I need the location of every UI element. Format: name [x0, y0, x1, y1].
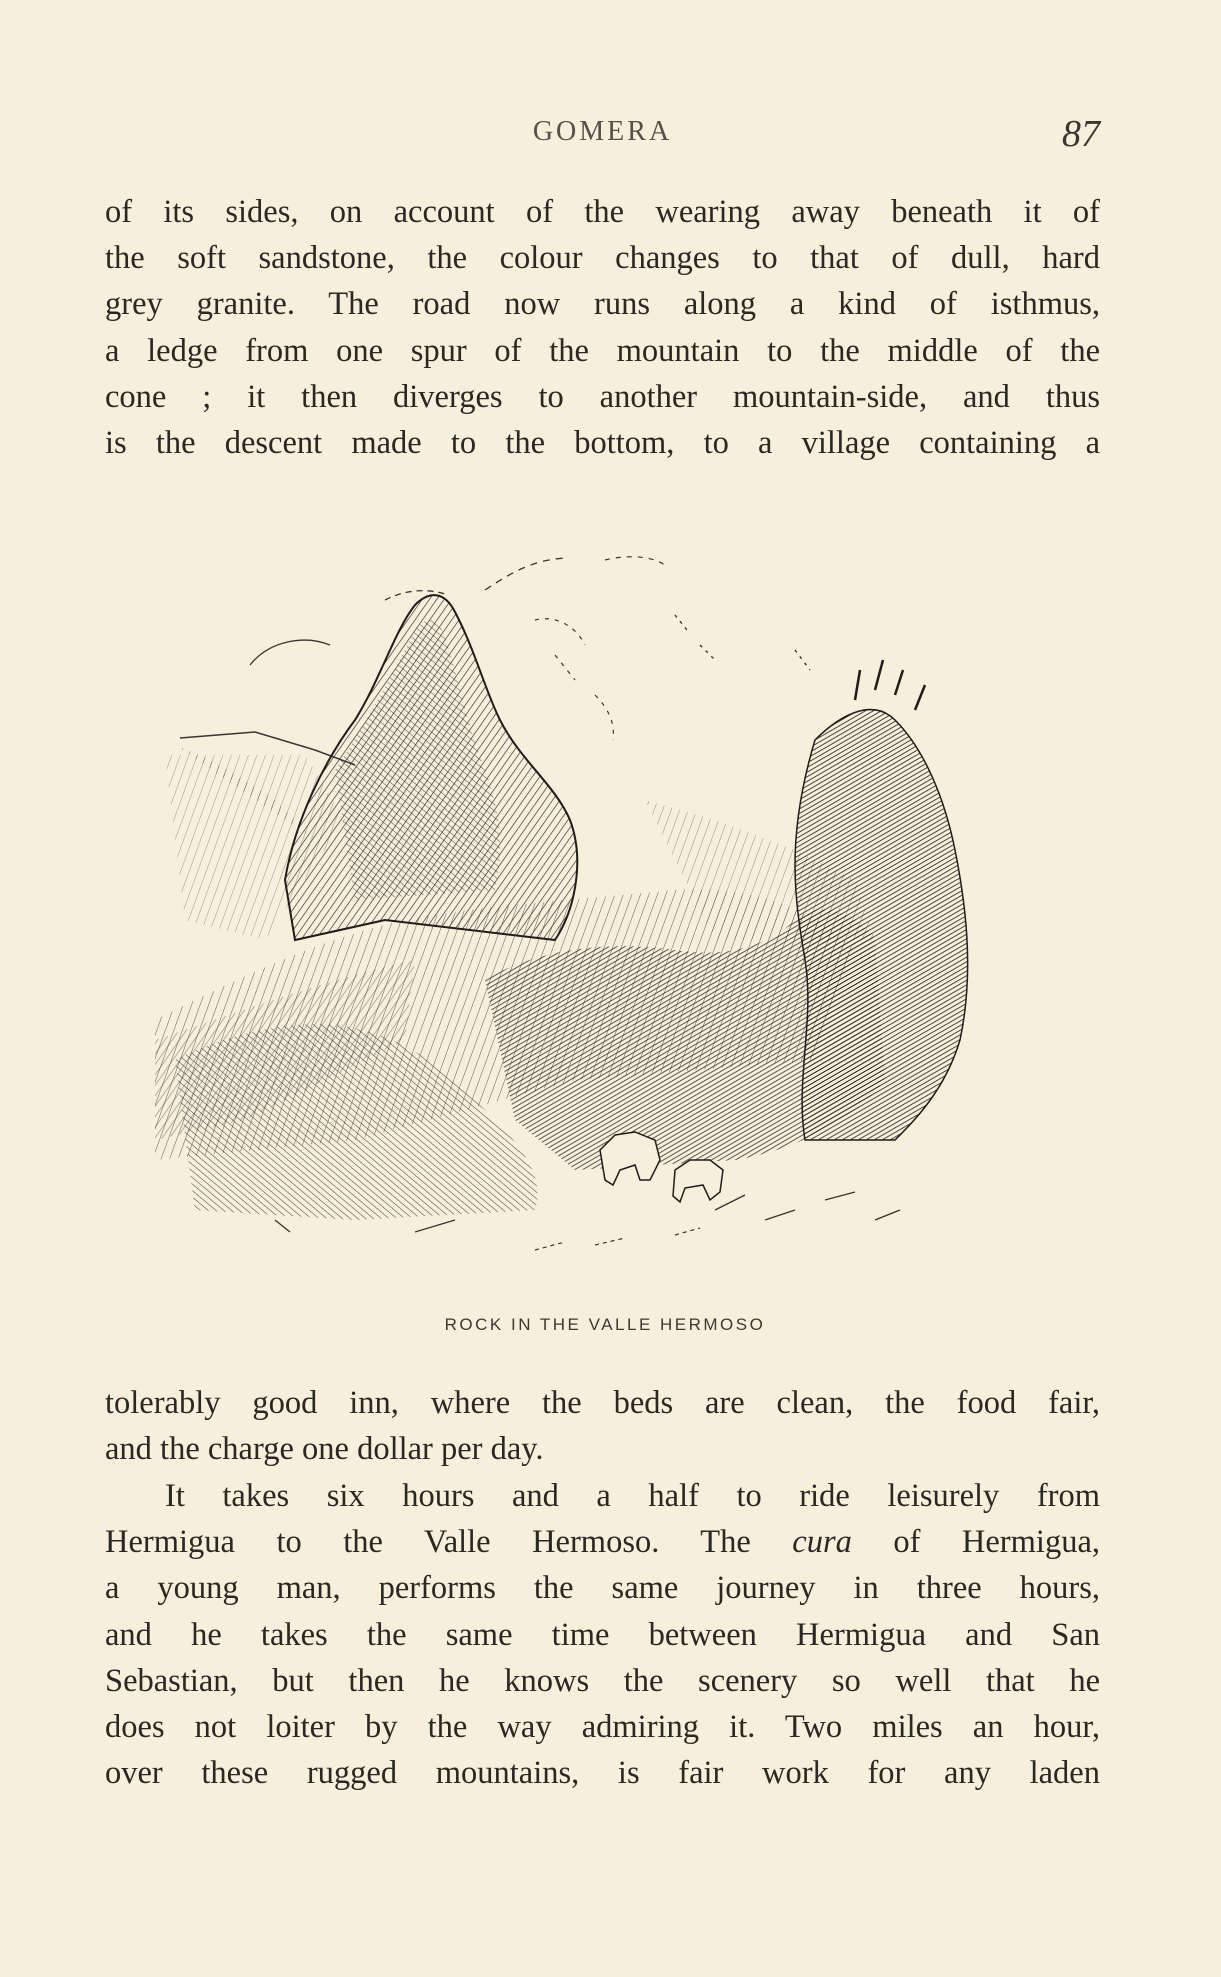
- text-line: It takes six hours and a half to ride leisurely from: [165, 1478, 1100, 1514]
- text-line: Sebastian, but then he knows the scenery so well that he: [105, 1662, 1100, 1699]
- text-line: of its sides, on account of the wearing away beneath it of: [105, 194, 1100, 230]
- text-line: is the descent made to the bottom, to a village containing a: [105, 425, 1100, 462]
- running-head: GOMERA: [532, 116, 673, 147]
- page-header: [105, 112, 1100, 162]
- rock-engraving-illustration: [155, 520, 1055, 1280]
- text-line: grey granite. The road now runs along a kind of isthmus,: [105, 286, 1100, 323]
- text-line: does not loiter by the way admiring it. Two miles an hour,: [105, 1709, 1100, 1746]
- paragraph-top: [105, 189, 1100, 466]
- italic-word: cura: [792, 1524, 852, 1561]
- text-line: cone ; it then diverges to another mountain-side, and thus: [105, 378, 1100, 415]
- text-line: a young man, performs the same journey in three hours,: [105, 1570, 1100, 1607]
- figure-caption: ROCK IN THE VALLE HERMOSO: [444, 1315, 766, 1334]
- text-segment: of Hermigua,: [851, 1524, 1100, 1561]
- text-line-with-italic: [105, 1519, 1100, 1565]
- text-segment: Hermigua to the Valle Hermoso. The: [105, 1524, 793, 1561]
- paragraph-next: [105, 1473, 1100, 1796]
- text-line: the soft sandstone, the colour changes to that of dull, hard: [105, 240, 1100, 277]
- paragraph-continued: [105, 1380, 1100, 1472]
- text-line: and the charge one dollar per day.: [105, 1431, 544, 1468]
- text-line: a ledge from one spur of the mountain to the middle of the: [105, 332, 1100, 369]
- text-line: over these rugged mountains, is fair work for any laden: [105, 1755, 1100, 1792]
- text-line: and he takes the same time between Hermigua and San: [105, 1616, 1100, 1653]
- text-line: tolerably good inn, where the beds are clean, the food fair,: [105, 1385, 1100, 1421]
- page-number: 87: [1062, 113, 1100, 155]
